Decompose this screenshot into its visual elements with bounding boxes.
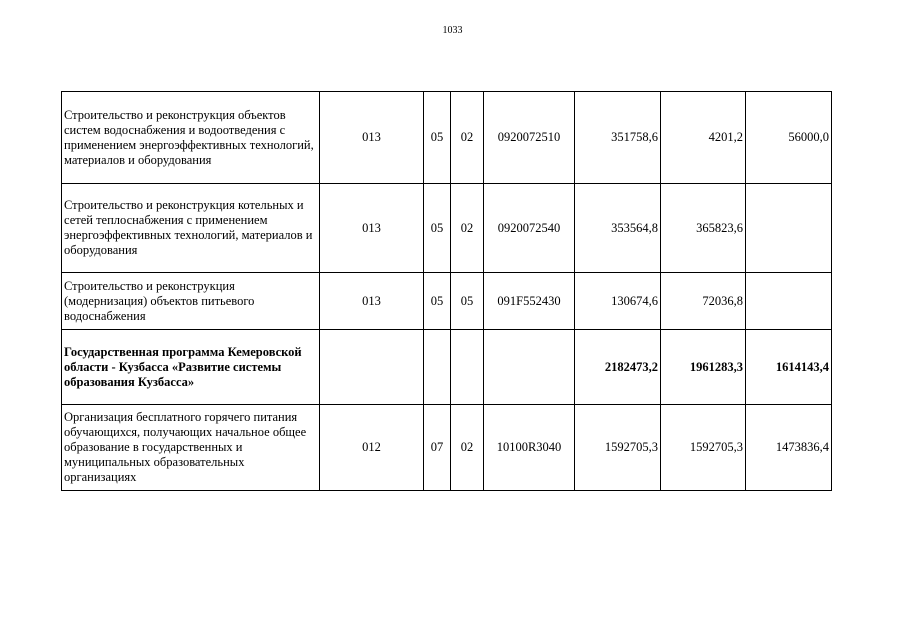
amount-year2-cell: 4201,2 bbox=[661, 92, 746, 184]
department-code-cell bbox=[320, 330, 424, 405]
program-name-cell: Строительство и реконструкция котельных и сетей теплоснабжения с применением энергоэффективных технологий, материалов и оборудования bbox=[62, 184, 320, 273]
page-number: 1033 bbox=[442, 25, 463, 36]
table-row bbox=[62, 92, 832, 184]
subsection-code-cell bbox=[451, 330, 484, 405]
amount-year1-cell: 353564,8 bbox=[575, 184, 661, 273]
table-row bbox=[62, 273, 832, 330]
target-article-cell: 0920072540 bbox=[484, 184, 575, 273]
section-code-cell: 07 bbox=[424, 405, 451, 491]
section-code-cell: 05 bbox=[424, 273, 451, 330]
amount-year2-cell: 1592705,3 bbox=[661, 405, 746, 491]
subsection-code-cell: 02 bbox=[451, 92, 484, 184]
department-code-cell: 013 bbox=[320, 184, 424, 273]
amount-year2-cell: 365823,6 bbox=[661, 184, 746, 273]
amount-year1-cell: 351758,6 bbox=[575, 92, 661, 184]
amount-year3-cell: 56000,0 bbox=[746, 92, 832, 184]
budget-table bbox=[61, 91, 832, 491]
amount-year3-cell bbox=[746, 184, 832, 273]
department-code-cell: 012 bbox=[320, 405, 424, 491]
department-code-cell: 013 bbox=[320, 273, 424, 330]
amount-year1-cell: 130674,6 bbox=[575, 273, 661, 330]
amount-year3-cell: 1473836,4 bbox=[746, 405, 832, 491]
subsection-code-cell: 05 bbox=[451, 273, 484, 330]
section-code-cell bbox=[424, 330, 451, 405]
section-code-cell: 05 bbox=[424, 92, 451, 184]
department-code-cell: 013 bbox=[320, 92, 424, 184]
target-article-cell: 091F552430 bbox=[484, 273, 575, 330]
amount-year2-cell: 72036,8 bbox=[661, 273, 746, 330]
table-row bbox=[62, 405, 832, 491]
program-name-cell: Организация бесплатного горячего питания обучающихся, получающих начальное общее образование в государственных и муниципальных образовательных организациях bbox=[62, 405, 320, 491]
table-row-program-total bbox=[62, 330, 832, 405]
amount-year1-cell: 1592705,3 bbox=[575, 405, 661, 491]
program-name-cell: Государственная программа Кемеровской области - Кузбасса «Развитие системы образования Кузбасса» bbox=[62, 330, 320, 405]
target-article-cell: 10100R3040 bbox=[484, 405, 575, 491]
table-row bbox=[62, 184, 832, 273]
subsection-code-cell: 02 bbox=[451, 184, 484, 273]
amount-year3-cell bbox=[746, 273, 832, 330]
amount-year1-cell: 2182473,2 bbox=[575, 330, 661, 405]
amount-year2-cell: 1961283,3 bbox=[661, 330, 746, 405]
amount-year3-cell: 1614143,4 bbox=[746, 330, 832, 405]
target-article-cell: 0920072510 bbox=[484, 92, 575, 184]
program-name-cell: Строительство и реконструкция (модернизация) объектов питьевого водоснабжения bbox=[62, 273, 320, 330]
subsection-code-cell: 02 bbox=[451, 405, 484, 491]
target-article-cell bbox=[484, 330, 575, 405]
section-code-cell: 05 bbox=[424, 184, 451, 273]
program-name-cell: Строительство и реконструкция объектов систем водоснабжения и водоотведения с применением энергоэффективных технологий, материалов и оборудования bbox=[62, 92, 320, 184]
